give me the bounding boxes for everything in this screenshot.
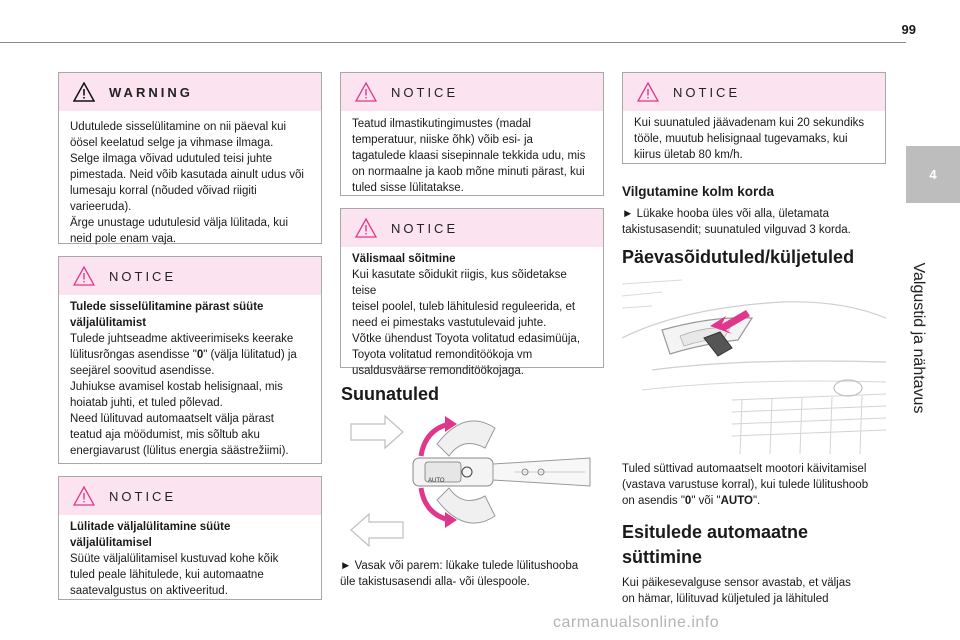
position-zero: 0 [196, 349, 204, 361]
text-line: teisel poolel, tuleb lähitulesid reguleerida, et [352, 301, 576, 313]
text-line [622, 493, 886, 509]
warning-box [58, 72, 322, 244]
position-zero: 0 [684, 495, 692, 507]
notice-icon [73, 486, 95, 506]
notice-heading: Lülitade väljalülitamine süüte [70, 521, 231, 533]
text-line [70, 347, 310, 363]
text-span: ". [752, 495, 761, 507]
text-line: tagatulede klaasi sisepinnale tekkida udu, mis [352, 150, 586, 162]
notice-icon [355, 218, 377, 238]
text-line: takistusasendit; suunatuled vilguvad 3 korda. [622, 224, 851, 236]
text-span: " (välja lülitatud) ja [203, 349, 297, 361]
text-line: Need lülituvad automaatselt välja pärast [70, 413, 274, 425]
chapter-label: Valgustid ja nähtavus [910, 262, 927, 414]
text-line: neid pole enam vaja. [70, 233, 177, 245]
section-title: Suunatuled [341, 384, 439, 404]
text-line: pimestada. Neid võib kasutada ainult udus või [70, 169, 304, 181]
text-line: Juhiukse avamisel kostab helisignaal, mis [70, 381, 283, 393]
text-line: öösel keelatud selge ja vihmase ilmaga. [70, 137, 274, 149]
text-line: energiavarust (lülitus energia säästrežiimi). [70, 445, 289, 457]
text-line: Süüte väljalülitamisel kustuvad kohe kõik [70, 553, 279, 565]
text-line: varieeruda). [70, 201, 132, 213]
text-line: tuled sisse lülitatakse. [352, 182, 464, 194]
text-line: Udutulede sisselülitamine on nii päeval kui [70, 121, 287, 133]
text-span: on asendis " [622, 495, 685, 507]
notice-heading: Välismaal sõitmine [352, 253, 456, 265]
notice-box [58, 476, 322, 600]
right-arrow-outline-icon [351, 416, 403, 448]
text-line: kiirus ületab 80 km/h. [634, 149, 743, 161]
watermark: carmanualsonline.info [553, 614, 720, 631]
notice-title: NOTICE [391, 220, 459, 236]
notice-heading: väljalülitamist [70, 317, 147, 329]
notice-title: NOTICE [109, 268, 177, 284]
text-line: Kui päikesevalguse sensor avastab, et väljas [622, 577, 851, 589]
text-line: Kui kasutate sõidukit riigis, kus sõidetakse teise [352, 269, 567, 297]
text-line: Tulede juhtseadme aktiveerimiseks keerake [70, 333, 294, 345]
text-line: Toyota volitatud remonditöökoja vm [352, 349, 533, 361]
notice-icon [73, 266, 95, 286]
section-title [622, 520, 808, 570]
notice-title: NOTICE [109, 488, 177, 504]
text-line: Selge ilmaga võivad udutuled teisi juhte [70, 153, 273, 165]
stalk-illustration [345, 412, 595, 554]
text-line: need ei pimestaks vastutulevaid juhte. [352, 317, 547, 329]
warning-icon [73, 82, 95, 102]
top-rule [0, 42, 906, 43]
text-line: tööle, muutub helisignaal tugevamaks, kui [634, 133, 848, 145]
chapter-tab[interactable]: 4 [906, 146, 960, 203]
instruction-text [340, 558, 604, 590]
text-line: (vastava varustuse korral), kui tulede lülitushoob [622, 479, 869, 491]
text-line: Kui suunatuled jäävadenam kui 20 sekundiks [634, 117, 865, 129]
text-line: seejärel soovitud asendisse. [70, 365, 215, 377]
position-auto: AUTO [720, 495, 753, 507]
text-line: Teatud ilmastikutingimustes (madal [352, 118, 531, 130]
stalk-auto-label: AUTO [428, 478, 445, 484]
text-line: ► Vasak või parem: lükake tulede lülitushooba [340, 560, 579, 572]
text-line: tuled peale lähitulede, kui automaatne [70, 569, 264, 581]
auto-text [622, 575, 886, 607]
text-span: lülitusrõngas asendisse " [70, 349, 197, 361]
text-line: saatevalgustus on aktiveeritud. [70, 585, 228, 597]
blink-text [622, 206, 886, 238]
notice-heading: väljalülitamisel [70, 537, 152, 549]
subsection-title: Vilgutamine kolm korda [622, 184, 775, 199]
text-line: lumesaju korral (nõuded võivad riigiti [70, 185, 257, 197]
text-line: teatud aja möödumist, mis sõltub aku [70, 429, 260, 441]
title-line: süttimine [622, 547, 703, 567]
notice-icon [355, 82, 377, 102]
notice-box [622, 72, 886, 164]
drl-text [622, 461, 886, 509]
text-line: on normaalne ja kaob mõne minuti pärast, kui [352, 166, 585, 178]
headlight-illustration [622, 278, 886, 458]
text-span: " või " [691, 495, 721, 507]
text-line: Ärge unustage udutulesid välja lülitada, kui [70, 217, 289, 229]
notice-box [58, 256, 322, 464]
left-arrow-outline-icon [351, 514, 403, 546]
title-line: Esitulede automaatne [622, 522, 809, 542]
text-line: ► Lükake hooba üles või alla, ületamata [622, 208, 830, 220]
notice-icon [637, 82, 659, 102]
notice-heading: Tulede sisselülitamine pärast süüte [70, 301, 264, 313]
notice-title: NOTICE [391, 84, 459, 100]
text-line: Tuled süttivad automaatselt mootori käivitamisel [622, 463, 867, 475]
text-line: Võtke ühendust Toyota volitatud edasimüüja, [352, 333, 581, 345]
notice-title: NOTICE [673, 84, 741, 100]
warning-title: WARNING [109, 84, 193, 100]
page-number: 99 [901, 22, 916, 37]
text-line: temperatuur, niiske õhk) võib esi- ja [352, 134, 533, 146]
notice-box [340, 208, 604, 377]
text-line: on hämar, lülituvad küljetuled ja lähituled [622, 593, 829, 605]
text-line: üle takistusasendi alla- või ülespoole. [340, 576, 530, 588]
text-line: hoiatab juhti, et tuled põlevad. [70, 397, 223, 409]
notice-box [340, 72, 604, 196]
text-line: usaldusväärse remonditöökojaga. [352, 365, 524, 377]
section-title: Päevasõidutuled/küljetuled [622, 247, 855, 267]
